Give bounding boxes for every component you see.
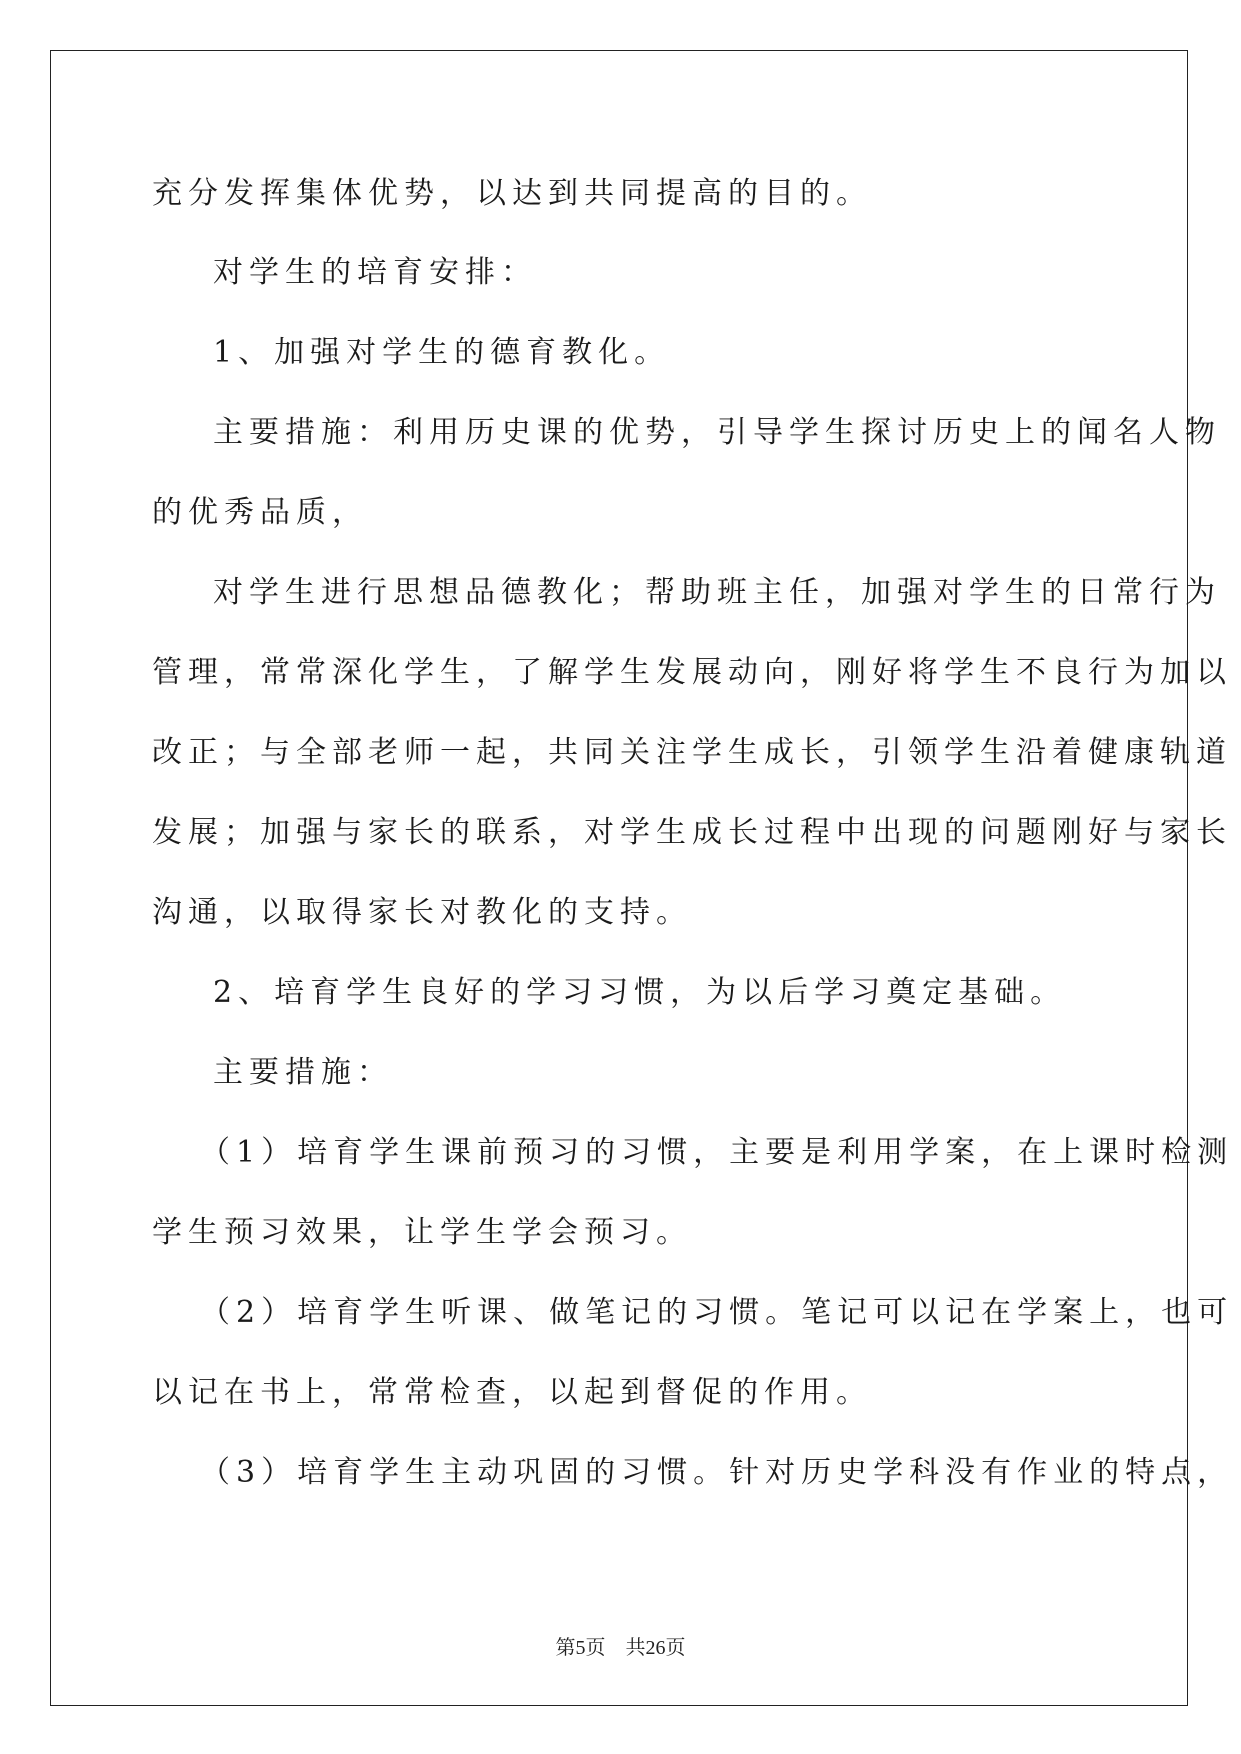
body-line-10: 沟通，以取得家长对教化的支持。 [152,895,692,930]
body-line-9: 发展；加强与家长的联系，对学生成长过程中出现的问题刚好与家长 [152,815,1232,850]
body-line-5: 的优秀品质， [152,495,368,530]
body-line-17: （3）培育学生主动巩固的习惯。针对历史学科没有作业的特点， [200,1455,1234,1490]
body-line-12: 主要措施： [213,1055,393,1090]
body-line-11: 2、培育学生良好的学习习惯，为以后学习奠定基础。 [213,975,1067,1010]
page-label-prefix: 第 [555,1637,576,1659]
body-line-4: 主要措施：利用历史课的优势，引导学生探讨历史上的闻名人物 [213,415,1221,450]
body-line-7: 管理，常常深化学生，了解学生发展动向，刚好将学生不良行为加以 [152,655,1232,690]
current-page-number: 5 [575,1637,586,1659]
total-label-prefix: 共 [625,1637,646,1659]
body-line-16: 以记在书上，常常检查，以起到督促的作用。 [152,1375,872,1410]
body-line-1: 充分发挥集体优势，以达到共同提高的目的。 [152,176,872,211]
body-line-8: 改正；与全部老师一起，共同关注学生成长，引领学生沿着健康轨道 [152,735,1232,770]
total-pages-number: 26 [645,1637,666,1659]
total-label-suffix: 页 [665,1637,686,1659]
body-line-14: 学生预习效果，让学生学会预习。 [152,1215,692,1250]
page-number-footer [0,1636,1241,1660]
body-line-3: 1、加强对学生的德育教化。 [213,335,671,370]
body-line-13: （1）培育学生课前预习的习惯，主要是利用学案，在上课时检测 [200,1135,1234,1170]
body-line-6: 对学生进行思想品德教化；帮助班主任，加强对学生的日常行为 [213,575,1221,610]
page-label-suffix: 页 [585,1637,606,1659]
body-line-15: （2）培育学生听课、做笔记的习惯。笔记可以记在学案上，也可 [200,1295,1234,1330]
body-line-2: 对学生的培育安排： [213,255,537,290]
